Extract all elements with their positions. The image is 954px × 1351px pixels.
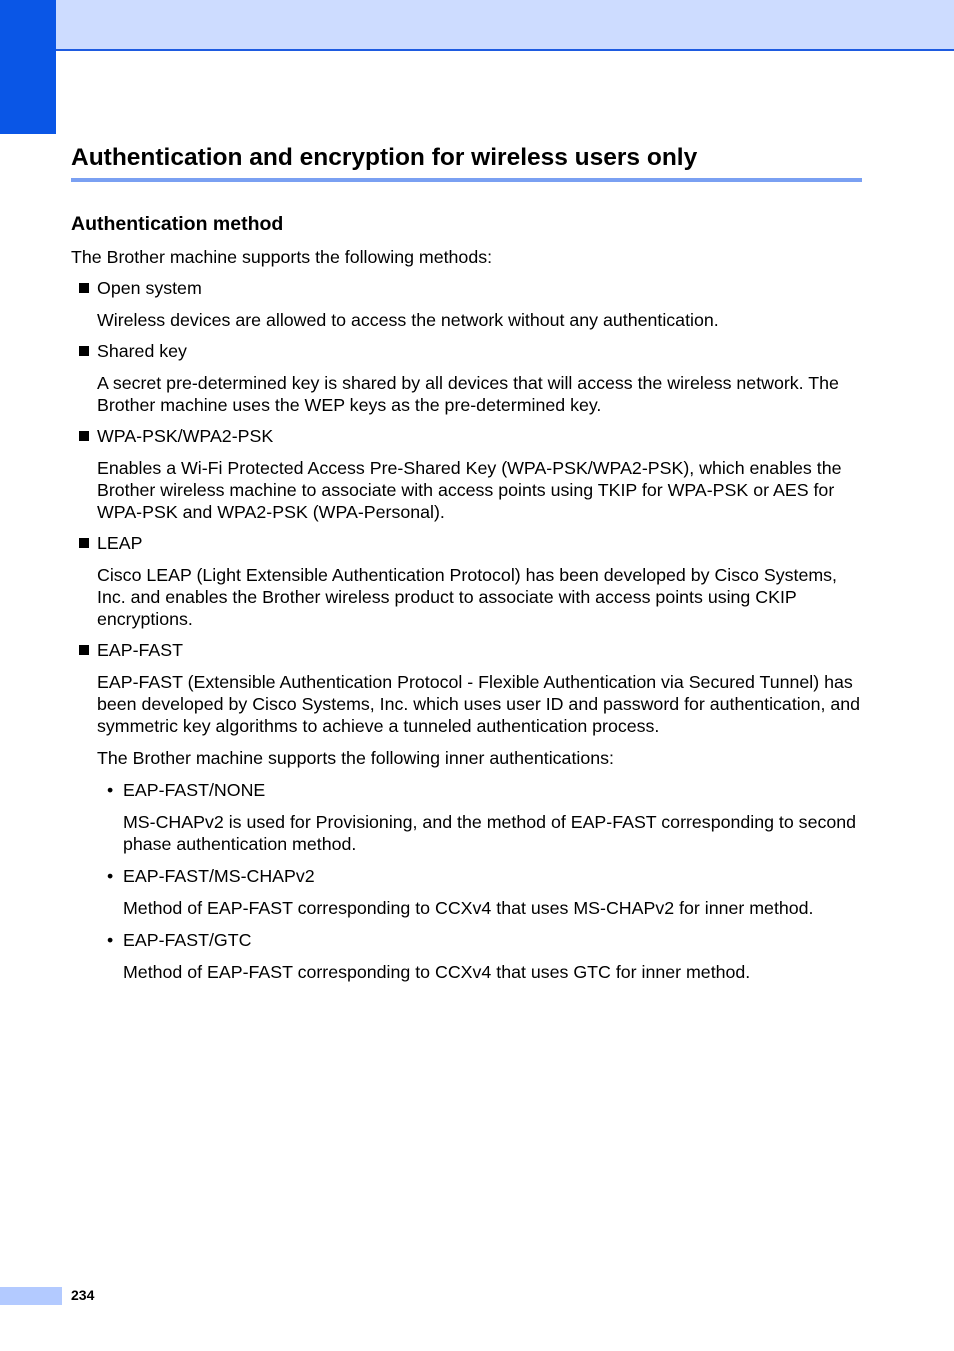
square-bullet-icon [79, 538, 89, 548]
dot-bullet-icon: • [107, 780, 114, 800]
inner-intro-text: The Brother machine supports the following inner authentications: [97, 748, 614, 768]
inner-method-label [71, 779, 862, 801]
main-content [71, 211, 862, 983]
inner-method-label [71, 865, 862, 887]
method-open-system [71, 277, 862, 331]
method-label-text: WPA-PSK/WPA2-PSK [97, 426, 274, 446]
method-label-text: LEAP [97, 533, 143, 553]
method-label [71, 532, 862, 554]
inner-method-label [71, 929, 862, 951]
inner-method-label-text: EAP-FAST/MS-CHAPv2 [123, 866, 315, 886]
footer-band [0, 1287, 62, 1305]
subheading: Authentication method [71, 213, 284, 235]
method-label-text: Open system [97, 278, 202, 298]
method-label-text: EAP-FAST [97, 640, 183, 660]
inner-method-label-text: EAP-FAST/NONE [123, 780, 266, 800]
section-title: Authentication and encryption for wireless users only [71, 141, 862, 182]
method-label-text: Shared key [97, 341, 187, 361]
method-description: A secret pre-determined key is shared by all devices that will access the wireless network. The Brother machine uses the WEP keys as the pre-determined key. [97, 373, 839, 415]
inner-method-label-text: EAP-FAST/GTC [123, 930, 252, 950]
method-description: EAP-FAST (Extensible Authentication Protocol - Flexible Authentication via Secured Tunnel) has been developed by Cisco Systems, Inc. which uses user ID and password for authentication, and symmetric key algorithms to achieve a tunneled authentication process. [97, 672, 861, 736]
method-label [71, 639, 862, 661]
chapter-side-tab [0, 0, 56, 134]
method-label [71, 425, 862, 447]
intro-text: The Brother machine supports the following methods: [71, 247, 493, 267]
inner-method-eap-fast-none [71, 779, 862, 855]
square-bullet-icon [79, 346, 89, 356]
method-description: Cisco LEAP (Light Extensible Authentication Protocol) has been developed by Cisco Systems, Inc. and enables the Brother wireless product to associate with access points using CKIP encryptions. [97, 565, 837, 629]
inner-method-description: MS-CHAPv2 is used for Provisioning, and the method of EAP-FAST corresponding to second phase authentication method. [123, 812, 857, 854]
method-eap-fast [71, 639, 862, 983]
method-description: Enables a Wi-Fi Protected Access Pre-Shared Key (WPA-PSK/WPA2-PSK), which enables the Brother wireless machine to associate with access points using TKIP for WPA-PSK or AES for WPA-PSK and WPA2-PSK (WPA-Personal). [97, 458, 842, 522]
header-band [0, 0, 954, 51]
inner-method-description: Method of EAP-FAST corresponding to CCXv4 that uses GTC for inner method. [123, 962, 751, 982]
square-bullet-icon [79, 645, 89, 655]
method-wpa-psk [71, 425, 862, 523]
square-bullet-icon [79, 431, 89, 441]
method-description: Wireless devices are allowed to access the network without any authentication. [97, 310, 719, 330]
method-leap [71, 532, 862, 630]
method-label [71, 340, 862, 362]
dot-bullet-icon: • [107, 866, 114, 886]
square-bullet-icon [79, 283, 89, 293]
method-label [71, 277, 862, 299]
inner-method-description: Method of EAP-FAST corresponding to CCXv4 that uses MS-CHAPv2 for inner method. [123, 898, 814, 918]
dot-bullet-icon: • [107, 930, 114, 950]
inner-method-eap-fast-ms-chapv2 [71, 865, 862, 919]
inner-method-eap-fast-gtc [71, 929, 862, 983]
page-number: 234 [71, 1287, 95, 1303]
method-shared-key [71, 340, 862, 416]
